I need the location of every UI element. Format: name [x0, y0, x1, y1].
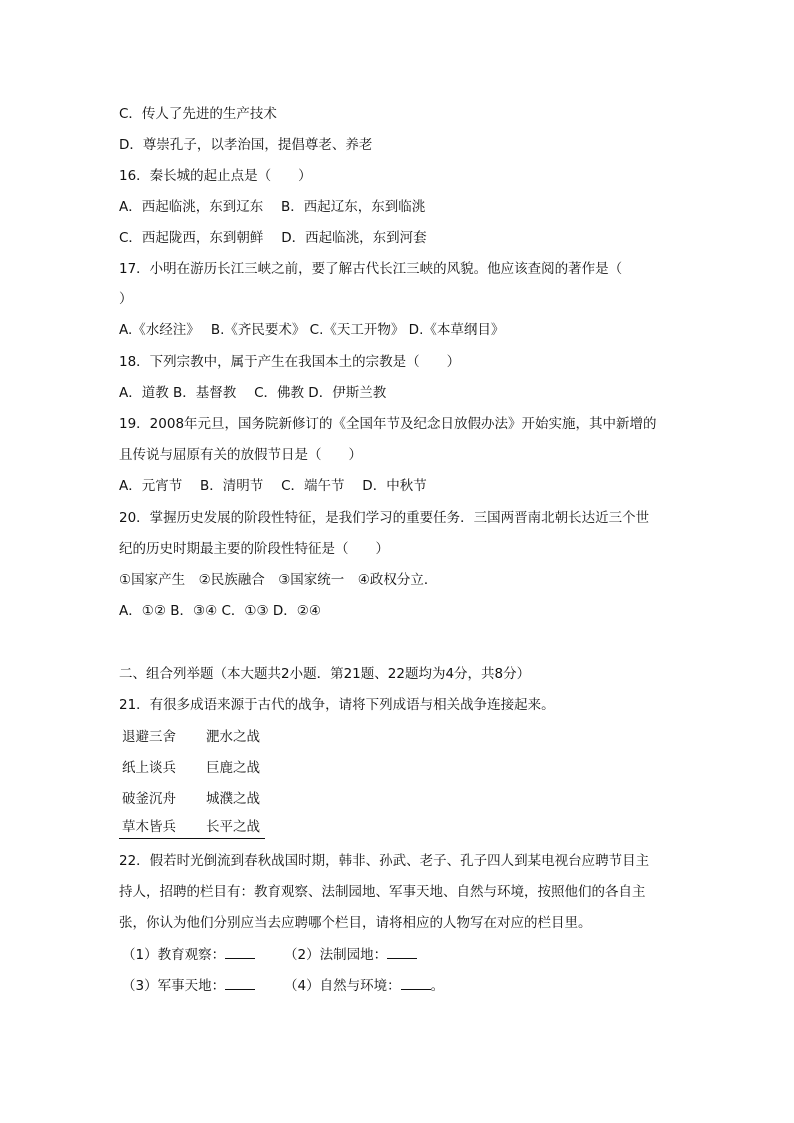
q16-options-ab: A．西起临洮，东到辽东 B．西起辽东，东到临洮: [119, 199, 426, 215]
question-21: 21．有很多成语来源于古代的战争，请将下列成语与相关战争连接起来。: [119, 697, 555, 713]
battle: 淝水之战: [206, 729, 260, 745]
answer-blank-4[interactable]: [401, 977, 431, 990]
q19-options: A．元宵节 B．清明节 C．端午节 D．中秋节: [119, 478, 427, 494]
question-22-line2: 持人，招聘的栏目有：教育观察、法制园地、军事天地、自然与环境，按照他们的各自主: [119, 884, 646, 900]
question-19-line1: 19．2008年元旦，国务院新修订的《全国年节及纪念日放假办法》开始实施，其中新增的: [119, 416, 657, 432]
answer-row-1: [122, 945, 255, 965]
q17-options: A.《水经注》 B.《齐民要术》 C.《天工开物》 D.《本草纲目》: [119, 322, 505, 338]
q20-items: ①国家产生 ②民族融合 ③国家统一 ④政权分立．: [119, 572, 438, 588]
table-bottom-rule: [119, 838, 265, 839]
q15-option-d: D．尊崇孔子，以孝治国，提倡尊老、养老: [119, 137, 373, 153]
answer-row-4: [284, 976, 444, 996]
matching-row: [122, 727, 260, 747]
answer-label-1: （1）教育观察：: [122, 947, 226, 963]
idiom: 草木皆兵: [122, 819, 176, 835]
answer-blank-2[interactable]: [387, 946, 417, 959]
idiom: 纸上谈兵: [122, 760, 176, 776]
q20-options: A．①② B．③④ C．①③ D．②④: [119, 603, 322, 619]
answer-row-3: [122, 976, 255, 996]
question-22-line1: 22．假若时光倒流到春秋战国时期，韩非、孙武、老子、孔子四人到某电视台应聘节目主: [119, 853, 650, 869]
q16-options-cd: C．西起陇西，东到朝鲜 D．西起临洮，东到河套: [119, 230, 427, 246]
answer-blank-1[interactable]: [225, 946, 255, 959]
idiom: 退避三舍: [122, 729, 176, 745]
question-17-end: ）: [119, 291, 133, 307]
answer-blank-3[interactable]: [225, 977, 255, 990]
q18-options: A．道教 B．基督教 C．佛教 D．伊斯兰教: [119, 385, 387, 401]
matching-row: [122, 758, 260, 778]
battle: 长平之战: [206, 819, 260, 835]
question-19-line2: 且传说与屈原有关的放假节日是（ ）: [119, 447, 362, 463]
matching-row: [122, 789, 260, 809]
answer-period: 。: [430, 978, 445, 994]
question-18: 18．下列宗教中，属于产生在我国本土的宗教是（ ）: [119, 354, 461, 370]
q15-option-c: C．传人了先进的生产技术: [119, 106, 277, 122]
idiom: 破釜沉舟: [122, 791, 176, 807]
question-17: 17．小明在游历长江三峡之前，要了解古代长江三峡的风貌。他应该查阅的著作是（: [119, 261, 623, 277]
battle: 城濮之战: [206, 791, 260, 807]
answer-label-2: （2）法制园地：: [284, 947, 388, 963]
battle: 巨鹿之战: [206, 760, 260, 776]
question-16: 16．秦长城的起止点是（ ）: [119, 168, 312, 184]
section-2-heading: 二、组合列举题（本大题共2小题．第21题、22题均为4分，共8分）: [119, 666, 531, 682]
answer-label-3: （3）军事天地：: [122, 978, 226, 994]
answer-row-2: [284, 945, 417, 965]
matching-row: [122, 817, 260, 837]
question-20-line2: 纪的历史时期最主要的阶段性特征是（ ）: [119, 541, 389, 557]
answer-label-4: （4）自然与环境：: [284, 978, 401, 994]
question-22-line3: 张，你认为他们分别应当去应聘哪个栏目，请将相应的人物写在对应的栏目里。: [119, 915, 592, 931]
question-20-line1: 20．掌握历史发展的阶段性特征，是我们学习的重要任务．三国两晋南北朝长达近三个世: [119, 510, 650, 526]
